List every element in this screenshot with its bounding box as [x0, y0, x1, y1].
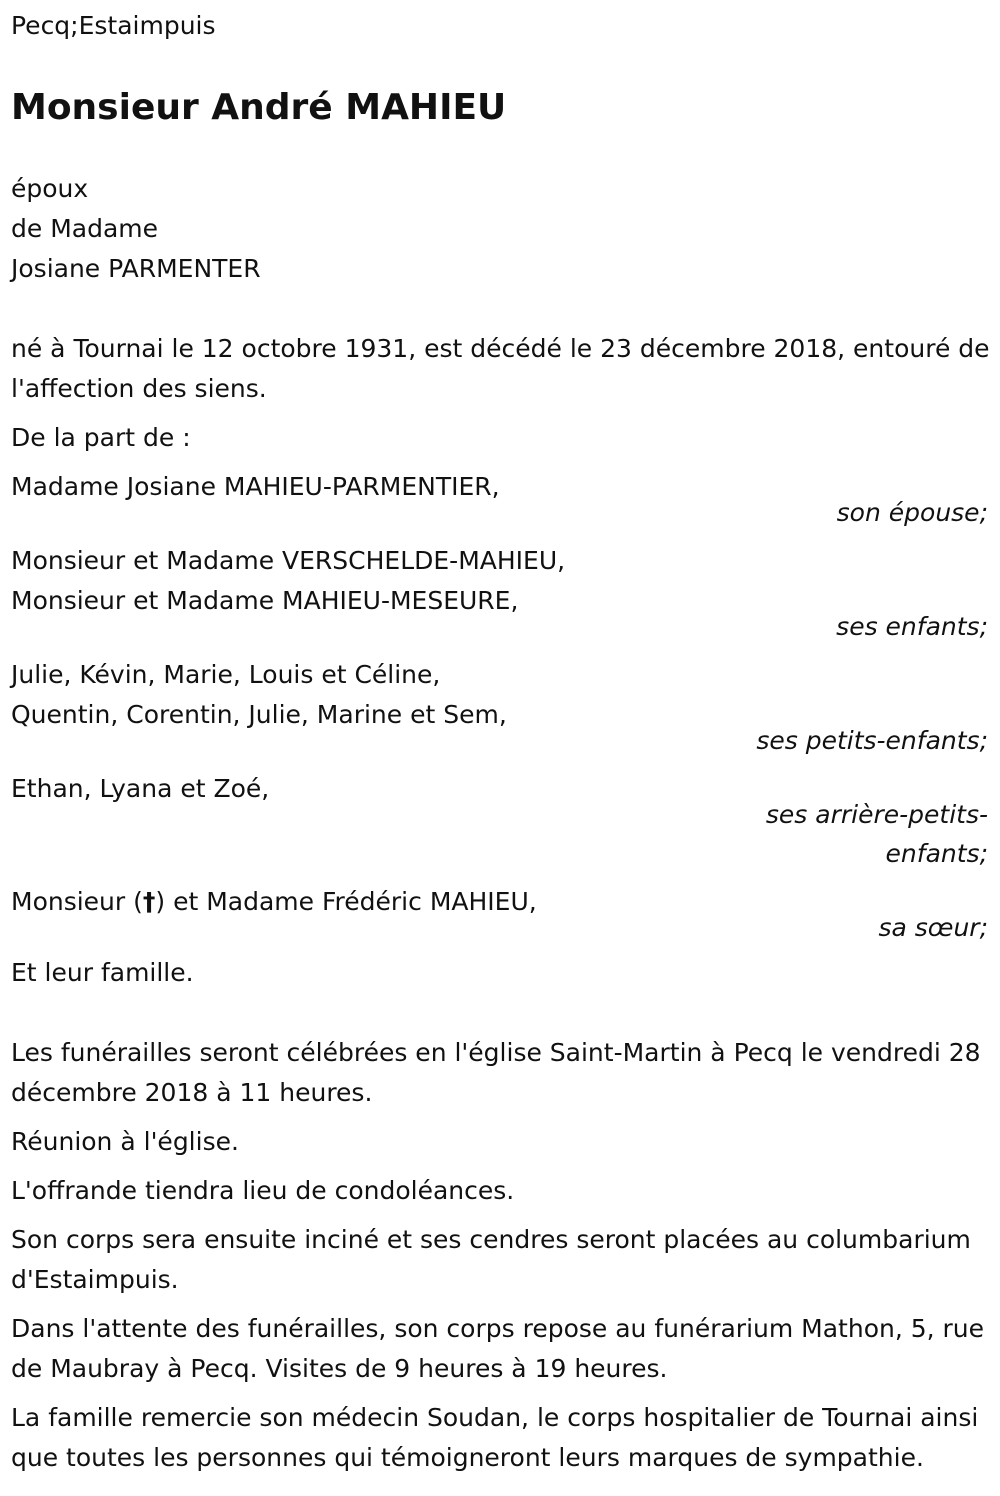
mourner-name: Monsieur et Madame VERSCHELDE-MAHIEU,	[11, 546, 566, 575]
mourner-group-grandchildren	[11, 655, 990, 760]
meeting-paragraph: Réunion à l'église.	[11, 1127, 239, 1156]
mourner-group-sister	[11, 882, 990, 947]
obituary-page	[0, 6, 990, 1478]
family-text: Et leur famille.	[11, 958, 194, 987]
birth-death-text: né à Tournai le 12 octobre 1931, est décédé le 23 décembre 2018, entouré de l'affection des siens.	[11, 334, 990, 403]
spouse-line: époux	[11, 174, 89, 203]
thanks-paragraph: La famille remercie son médecin Soudan, le corps hospitalier de Tournai ainsi que toutes les personnes qui témoigneront leurs marques de sympathie.	[11, 1403, 979, 1472]
mourner-group-great-grandchildren	[11, 769, 990, 873]
mourner-relation: son épouse;	[836, 498, 988, 527]
mourner-name: Julie, Kévin, Marie, Louis et Céline,	[11, 660, 441, 689]
mourner-relation: ses arrière-petits-enfants;	[765, 800, 988, 868]
spouse-line: de Madame	[11, 214, 159, 243]
mourner-name: Quentin, Corentin, Julie, Marine et Sem,	[11, 700, 507, 729]
deceased-name: Monsieur André MAHIEU	[11, 87, 507, 128]
mourner-relation: ses enfants;	[836, 612, 988, 641]
cremation-paragraph: Son corps sera ensuite inciné et ses cendres seront placées au columbarium d'Estaimpuis.	[11, 1225, 971, 1294]
spouse-block	[11, 169, 990, 289]
intro-text: De la part de :	[11, 423, 191, 452]
mourner-name: Monsieur et Madame MAHIEU-MESEURE,	[11, 586, 519, 615]
sister-name-end: ) et Madame Frédéric MAHIEU,	[155, 887, 537, 916]
sister-name-start: Monsieur (	[11, 887, 143, 916]
cross-icon: †	[142, 887, 156, 916]
location: Pecq;Estaimpuis	[11, 11, 216, 40]
mourner-name: Madame Josiane MAHIEU-PARMENTIER,	[11, 472, 500, 501]
mourner-name: Ethan, Lyana et Zoé,	[11, 774, 270, 803]
mourner-relation: ses petits-enfants;	[756, 726, 988, 755]
spouse-line: Josiane PARMENTER	[11, 254, 261, 283]
funeral-paragraph: Les funérailles seront célébrées en l'église Saint-Martin à Pecq le vendredi 28 décembre 2018 à 11 heures.	[11, 1038, 981, 1107]
visitation-paragraph: Dans l'attente des funérailles, son corps repose au funérarium Mathon, 5, rue de Maubray à Pecq. Visites de 9 heures à 19 heures.	[11, 1314, 985, 1383]
mourner-group-children	[11, 541, 990, 646]
offering-paragraph: L'offrande tiendra lieu de condoléances.	[11, 1176, 515, 1205]
mourner-group-spouse	[11, 467, 990, 532]
mourner-relation: sa sœur;	[878, 913, 988, 942]
